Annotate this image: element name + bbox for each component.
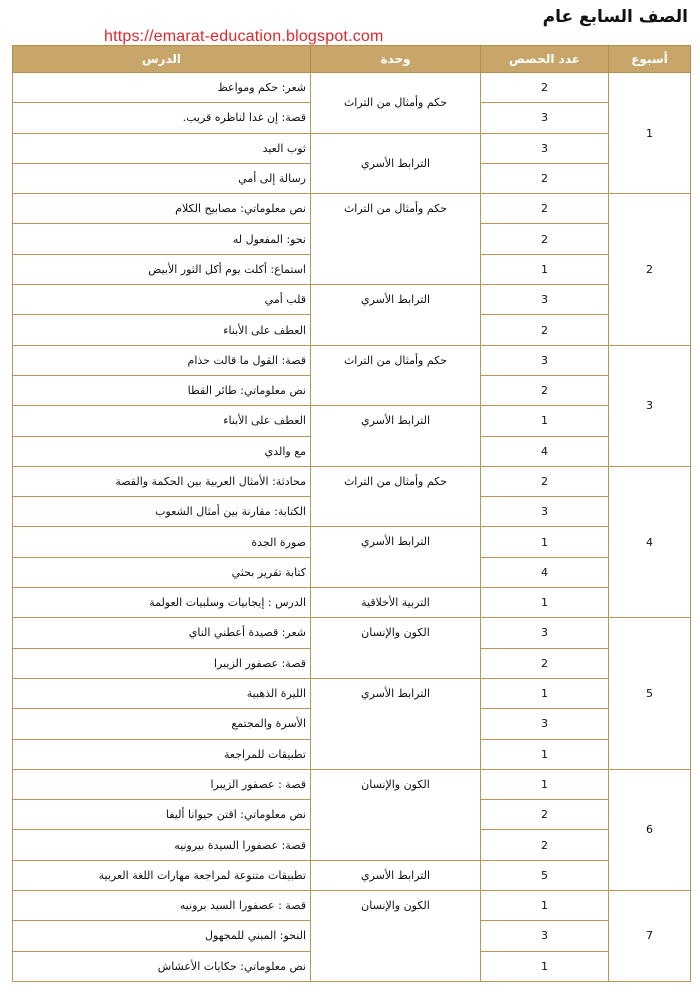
lesson-count: 2 xyxy=(481,224,609,254)
week-number: 6 xyxy=(609,769,691,890)
lesson-count: 1 xyxy=(481,951,609,981)
lesson-name: قصة: عصفورا السيدة بيرونيه xyxy=(13,830,311,860)
lesson-count: 3 xyxy=(481,709,609,739)
lesson-name: قصة : عصفور الزيبرا xyxy=(13,769,311,799)
table-row xyxy=(13,345,691,375)
table-row xyxy=(13,194,691,224)
unit-name: الترابط الأسري xyxy=(311,133,481,194)
unit-name: التربية الأخلاقية xyxy=(311,588,481,618)
lesson-count: 1 xyxy=(481,678,609,708)
lesson-name: تطبيقات متنوعة لمراجعة مهارات اللغة العربية xyxy=(13,860,311,890)
table-row xyxy=(13,891,691,921)
lesson-count: 2 xyxy=(481,375,609,405)
lesson-name: العطف على الأبناء xyxy=(13,315,311,345)
header-row xyxy=(13,46,691,73)
lesson-name: رسالة إلى أمي xyxy=(13,163,311,193)
lesson-name: صورة الجدة xyxy=(13,527,311,557)
lesson-name: نص معلوماتي: اقتن حيوانا أليفا xyxy=(13,800,311,830)
unit-name: حكم وأمثال من التراث xyxy=(311,194,481,285)
source-url[interactable]: https://emarat-education.blogspot.com xyxy=(104,28,384,45)
lesson-count: 2 xyxy=(481,315,609,345)
lesson-name: استماع: أكلت يوم أكل الثور الأبيض xyxy=(13,254,311,284)
table-row xyxy=(13,466,691,496)
lesson-count: 5 xyxy=(481,860,609,890)
schedule-table xyxy=(12,45,691,982)
lesson-count: 3 xyxy=(481,103,609,133)
week-number: 1 xyxy=(609,73,691,194)
lesson-name: ثوب العيد xyxy=(13,133,311,163)
lesson-count: 2 xyxy=(481,163,609,193)
lesson-count: 3 xyxy=(481,133,609,163)
lesson-count: 1 xyxy=(481,739,609,769)
unit-name: حكم وأمثال من التراث xyxy=(311,345,481,406)
header-unit: وحدة xyxy=(311,46,481,73)
week-number: 4 xyxy=(609,466,691,617)
lesson-count: 2 xyxy=(481,73,609,103)
lesson-count: 2 xyxy=(481,466,609,496)
lesson-count: 4 xyxy=(481,436,609,466)
lesson-name: نص معلوماتي: مصابيح الكلام xyxy=(13,194,311,224)
table-row xyxy=(13,527,691,557)
header-lesson: الدرس xyxy=(13,46,311,73)
lesson-name: قصة: إن غدا لناظره قريب. xyxy=(13,103,311,133)
lesson-count: 3 xyxy=(481,345,609,375)
lesson-name: قلب أمي xyxy=(13,285,311,315)
week-number: 2 xyxy=(609,194,691,345)
lesson-name: قصة : عصفورا السيد برونيه xyxy=(13,891,311,921)
lesson-count: 2 xyxy=(481,830,609,860)
lesson-name: قصة: عصفور الزيبرا xyxy=(13,648,311,678)
lesson-count: 4 xyxy=(481,557,609,587)
lesson-name: الليرة الذهبية xyxy=(13,678,311,708)
lesson-count: 1 xyxy=(481,527,609,557)
lesson-count: 2 xyxy=(481,648,609,678)
unit-name: الترابط الأسري xyxy=(311,285,481,346)
lesson-name: العطف على الأبناء xyxy=(13,406,311,436)
week-number: 7 xyxy=(609,891,691,982)
lesson-name: شعر: قصيدة أعطني الناي xyxy=(13,618,311,648)
unit-name: الترابط الأسري xyxy=(311,860,481,890)
lesson-name: نص معلوماتي: حكايات الأعشاش xyxy=(13,951,311,981)
table-row xyxy=(13,406,691,436)
lesson-count: 3 xyxy=(481,618,609,648)
unit-name: الكون والإنسان xyxy=(311,618,481,679)
lesson-name: الأسرة والمجتمع xyxy=(13,709,311,739)
lesson-name: نحو: المفعول له xyxy=(13,224,311,254)
unit-name: حكم وأمثال من التراث xyxy=(311,73,481,134)
week-number: 3 xyxy=(609,345,691,466)
lesson-count: 2 xyxy=(481,194,609,224)
lesson-name: كتابة تقرير بحثي xyxy=(13,557,311,587)
table-row xyxy=(13,618,691,648)
lesson-count: 3 xyxy=(481,285,609,315)
lesson-name: قصة: القول ما قالت حذام xyxy=(13,345,311,375)
lesson-name: نص معلوماتي: طائر القطا xyxy=(13,375,311,405)
header-count: عدد الحصص xyxy=(481,46,609,73)
lesson-name: تطبيقات للمراجعة xyxy=(13,739,311,769)
table-row xyxy=(13,860,691,890)
table-row xyxy=(13,678,691,708)
lesson-count: 3 xyxy=(481,921,609,951)
lesson-name: مع والدي xyxy=(13,436,311,466)
lesson-count: 1 xyxy=(481,254,609,284)
table-row xyxy=(13,588,691,618)
unit-name: الترابط الأسري xyxy=(311,678,481,769)
lesson-count: 3 xyxy=(481,497,609,527)
table-row xyxy=(13,769,691,799)
lesson-count: 1 xyxy=(481,891,609,921)
header-week: أسبوع xyxy=(609,46,691,73)
lesson-count: 1 xyxy=(481,588,609,618)
week-number: 5 xyxy=(609,618,691,769)
unit-name: الكون والإنسان xyxy=(311,769,481,860)
lesson-name: الدرس : إيجابيات وسلبيات العولمة xyxy=(13,588,311,618)
lesson-name: محادثة: الأمثال العربية بين الحكمة والقصة xyxy=(13,466,311,496)
lesson-name: الكتابة: مقارنة بين أمثال الشعوب xyxy=(13,497,311,527)
unit-name: الترابط الأسري xyxy=(311,406,481,467)
unit-name: الترابط الأسري xyxy=(311,527,481,588)
unit-name: حكم وأمثال من التراث xyxy=(311,466,481,527)
table-row xyxy=(13,73,691,103)
table-row xyxy=(13,133,691,163)
lesson-name: النحو: المبني للمجهول xyxy=(13,921,311,951)
unit-name: الكون والإنسان xyxy=(311,891,481,982)
lesson-name: شعر: حكم ومواعظ xyxy=(13,73,311,103)
table-row xyxy=(13,285,691,315)
lesson-count: 1 xyxy=(481,406,609,436)
lesson-count: 2 xyxy=(481,800,609,830)
lesson-count: 1 xyxy=(481,769,609,799)
page-title: الصف السابع عام xyxy=(542,7,688,27)
